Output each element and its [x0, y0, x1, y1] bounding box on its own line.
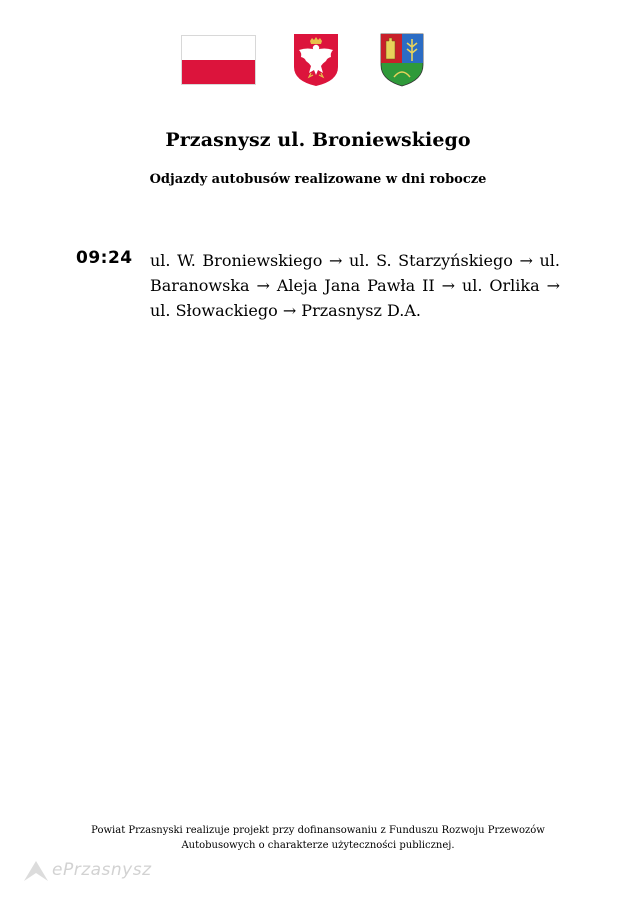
page-title: Przasnysz ul. Broniewskiego — [165, 129, 471, 151]
footer-line: Autobusowych o charakterze użyteczności publicznej. — [181, 840, 455, 851]
page-subtitle: Odjazdy autobusów realizowane w dni robocze — [149, 172, 487, 187]
watermark-text: ePrzasnysz — [52, 860, 152, 880]
polish-flag-icon — [181, 35, 256, 85]
county-coat-of-arms-icon — [380, 33, 424, 87]
departure-time: 09:24 — [76, 248, 133, 268]
polish-eagle-emblem-icon — [293, 33, 339, 87]
departure-route: ul. W. Broniewskiego → ul. S. Starzyńskiego → ul. Baranowska → Aleja Jana Pawła II → ul. Orlika → ul. Słowackiego → Przasnysz D.A. — [150, 251, 560, 320]
header-emblems — [0, 33, 636, 89]
funding-footer — [60, 823, 576, 853]
watermark-logo-icon — [22, 859, 50, 885]
footer-line: Powiat Przasnyski realizuje projekt przy dofinansowaniu z Funduszu Rozwoju Przewozów — [91, 825, 545, 836]
